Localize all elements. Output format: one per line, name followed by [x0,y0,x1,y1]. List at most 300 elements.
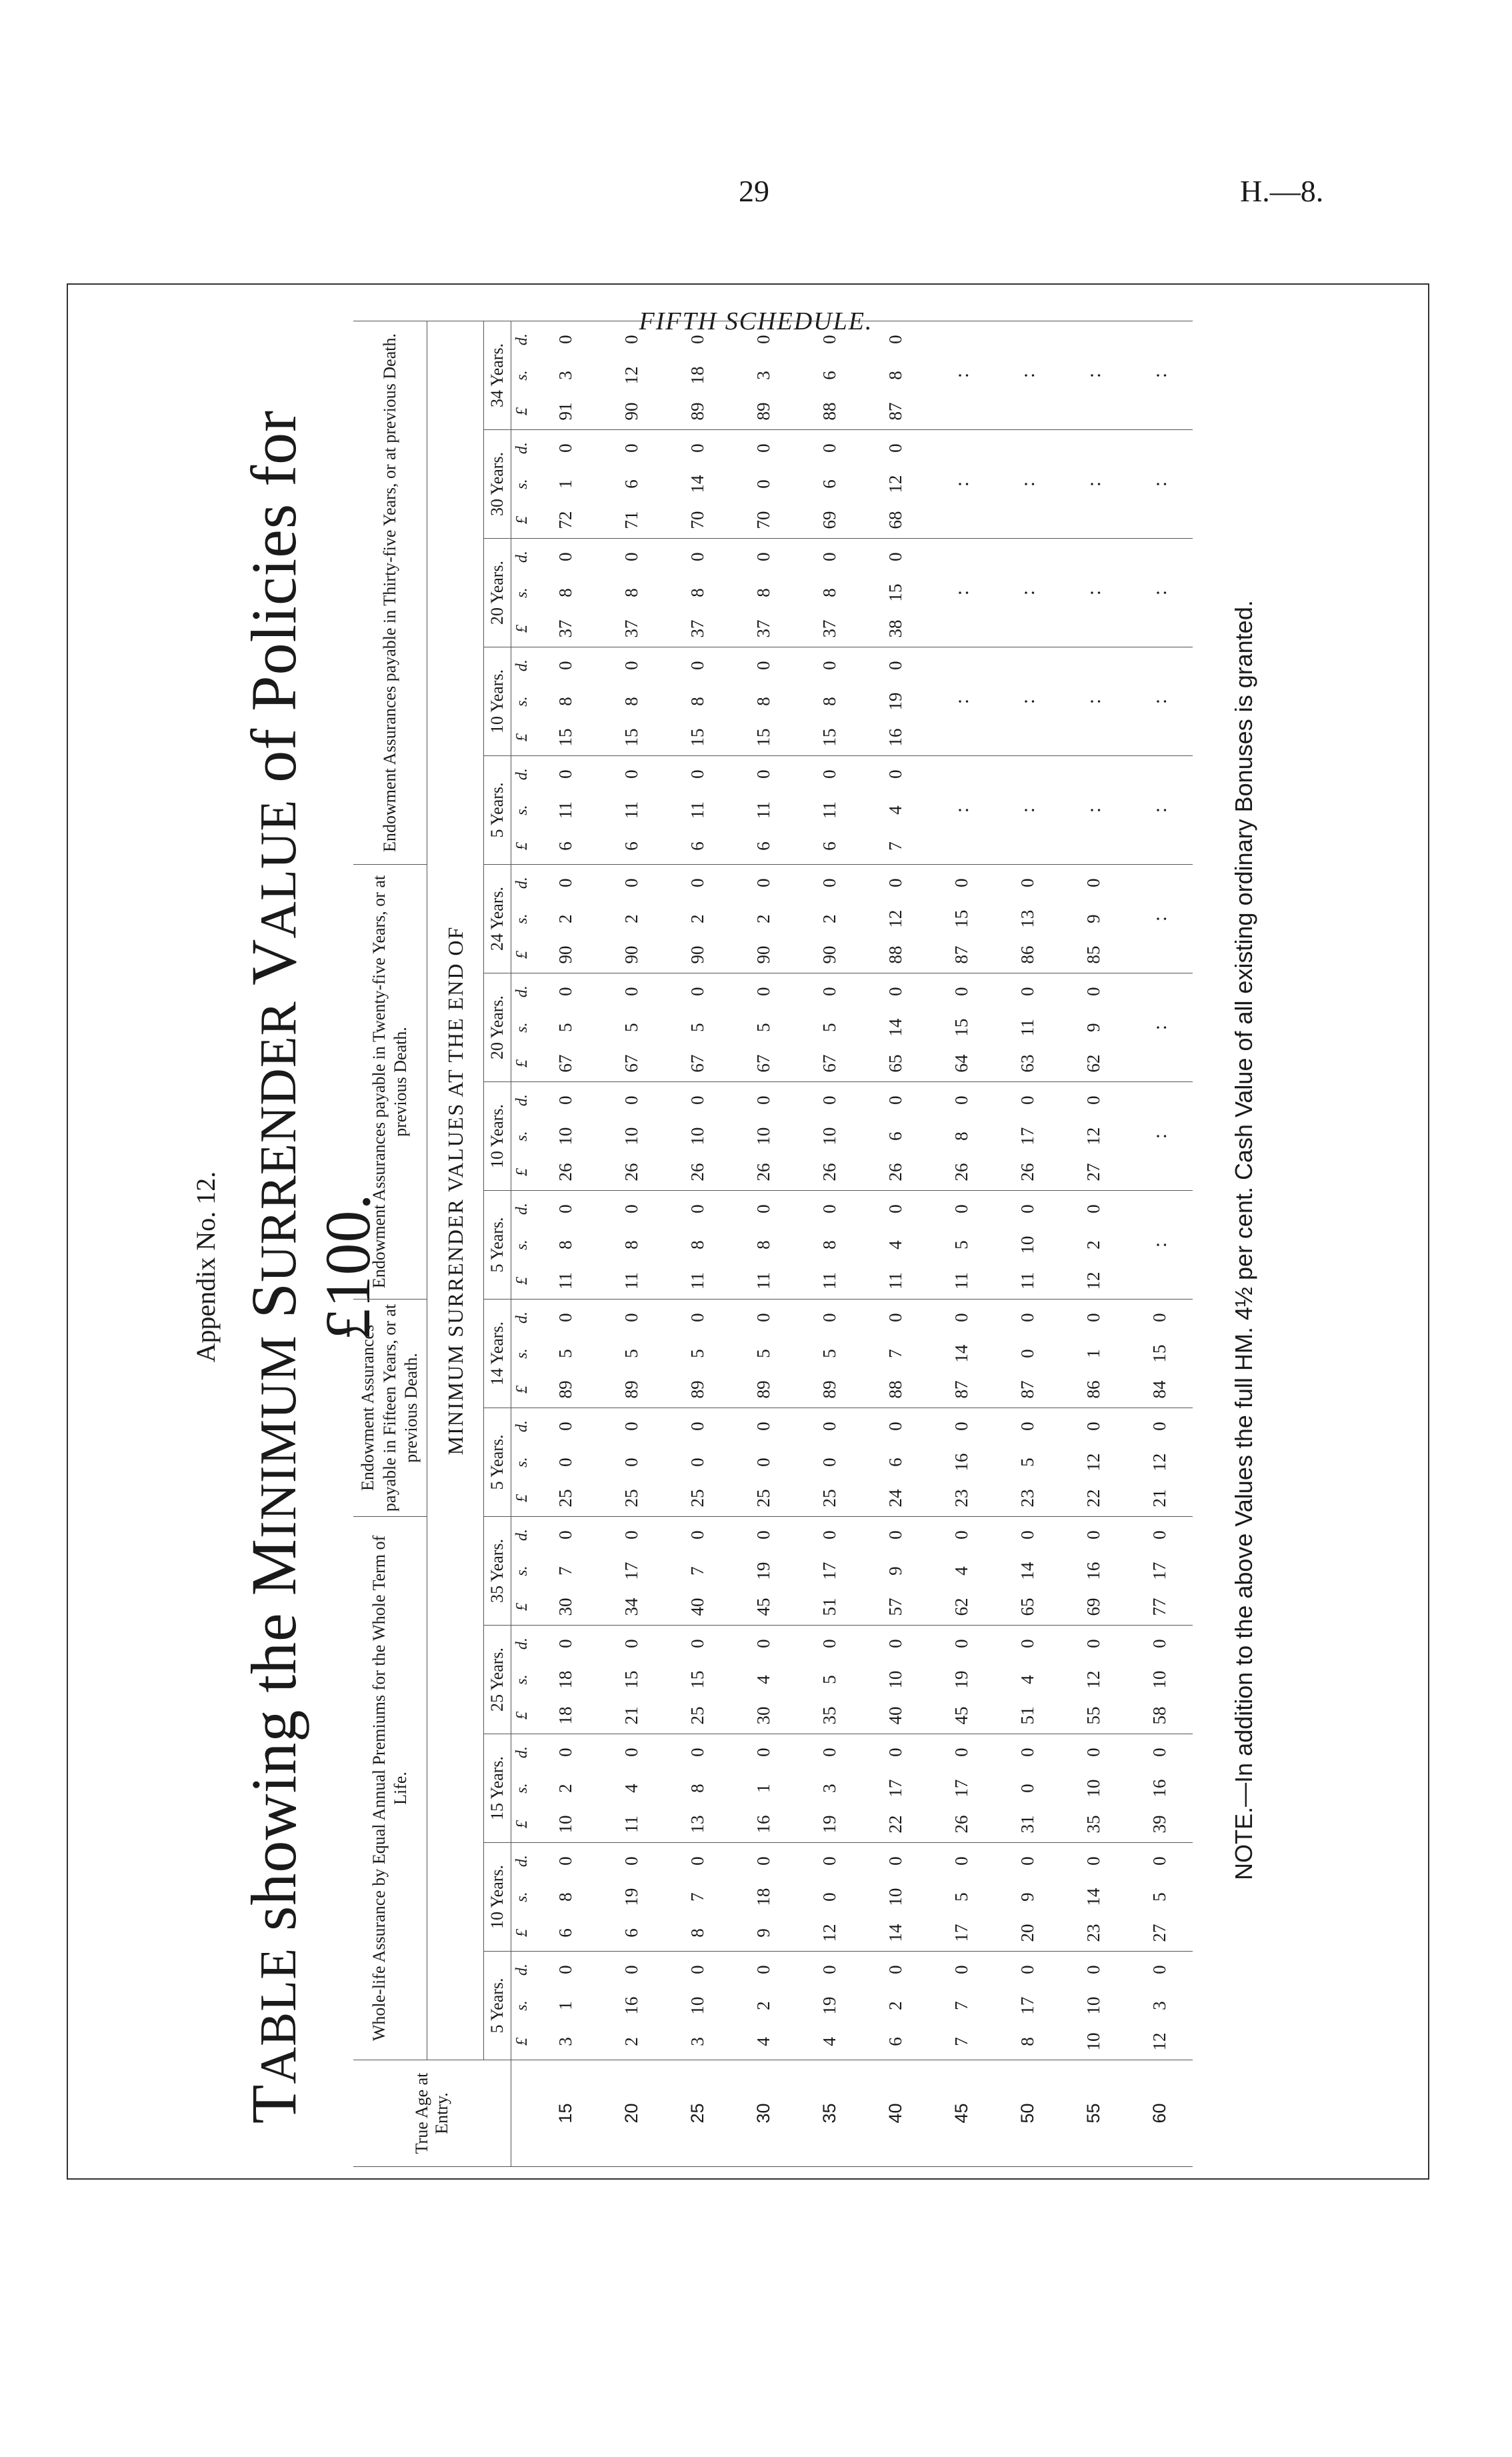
value-cell [731,1190,797,1299]
pence: 0 [555,987,575,996]
value-cell [1127,429,1193,538]
value-cell [1127,1516,1193,1625]
unit-label: d. [513,1638,531,1650]
value-cell [665,864,731,973]
year-header: 15 Years. [484,1734,511,1843]
pence: 0 [1083,1965,1103,1974]
pence: 0 [687,335,707,344]
table-row [863,321,929,2166]
pence: 0 [819,1748,839,1757]
value-cell [533,755,599,864]
pounds: 11 [951,1272,971,1290]
pence: 0 [951,1748,971,1757]
value-cell [797,647,863,755]
pence: 0 [819,1313,839,1322]
pence: 0 [1017,1313,1037,1322]
value-cell [863,538,929,647]
pounds: 89 [753,402,773,421]
pounds: 10 [1083,2032,1103,2051]
shillings: 8 [555,697,575,706]
pounds: 84 [1149,1380,1169,1399]
unit-label: s. [513,696,531,707]
empty-marker: : [1148,698,1171,705]
unit-label: d. [513,768,531,781]
pounds: 26 [951,1163,971,1181]
value-cell [797,1516,863,1625]
age-cell: 50 [995,2060,1061,2167]
value-cell [929,1299,995,1408]
pence: 0 [885,443,905,453]
pounds: 11 [621,1272,641,1290]
value-cell [863,973,929,1081]
appendix-label: Appendix No. 12. [191,1171,221,1363]
pounds: 40 [885,1706,905,1725]
shillings: 8 [753,697,773,706]
value-cell [533,1734,599,1843]
shillings: 2 [687,914,707,923]
shillings: 8 [621,1240,641,1250]
title-showing-the: showing the [238,1596,309,1948]
pence: 0 [885,1095,905,1105]
pence: 0 [555,1856,575,1866]
pounds: 26 [819,1163,839,1181]
pence: 0 [1017,987,1037,996]
pounds: 26 [687,1163,707,1181]
pounds: 16 [885,728,905,747]
pence: 0 [819,661,839,670]
value-cell [1061,429,1127,538]
shillings: 8 [687,588,707,597]
unit-label: s. [513,1783,531,1794]
pence: 0 [687,1095,707,1105]
shillings: 10 [687,1996,707,2015]
unit-label: s. [513,1131,531,1141]
value-cell [731,1952,797,2060]
pence: 0 [819,443,839,453]
value-cell [995,1734,1061,1843]
pence: 0 [555,1422,575,1431]
table-row [599,321,665,2166]
shillings: 4 [885,1240,905,1250]
value-cell [863,755,929,864]
pounds: 19 [819,1815,839,1834]
shillings: 8 [621,588,641,597]
empty-marker: : [1016,589,1039,596]
shillings: 11 [687,801,707,819]
group-header-3: Endowment Assurances payable in Twenty-five Years, or at previous Death. [353,864,427,1299]
pence: 0 [1083,1095,1103,1105]
value-cell [1127,647,1193,755]
shillings: 12 [1149,1453,1169,1472]
shillings: 10 [1083,1779,1103,1798]
pence: 0 [621,1095,641,1105]
shillings: 0 [753,479,773,489]
value-cell [929,973,995,1081]
value-cell [1127,538,1193,647]
value-cell [797,1299,863,1408]
pence: 0 [951,1856,971,1866]
units-cell [511,1408,533,1516]
units-cell [511,1299,533,1408]
pounds: 6 [555,841,575,851]
pence: 0 [753,335,773,344]
value-cell [599,1408,665,1516]
pounds: 91 [555,402,575,421]
table-row [533,321,599,2166]
value-cell [929,429,995,538]
value-cell [533,321,599,429]
group-header-1: Whole-life Assurance by Equal Annual Premiums for the Whole Term of Life. [353,1516,427,2060]
value-cell [995,1299,1061,1408]
pence: 0 [819,769,839,779]
value-cell [995,321,1061,429]
pounds: 6 [753,841,773,851]
pence: 0 [1083,1422,1103,1431]
pence: 0 [555,1530,575,1540]
pence: 0 [1149,1856,1169,1866]
value-cell [1127,864,1193,973]
unit-label: d. [513,1420,531,1433]
pounds: 26 [555,1163,575,1181]
shillings: 1 [753,1784,773,1793]
pence: 0 [555,552,575,561]
value-cell [1061,1843,1127,1952]
empty-marker: : [1148,1024,1171,1031]
pounds: 27 [1149,1924,1169,1942]
pence: 0 [753,1095,773,1105]
value-cell [797,1190,863,1299]
empty-marker: : [950,807,973,813]
pounds: 17 [951,1924,971,1942]
year-header: 24 Years. [484,864,511,973]
pence: 0 [687,552,707,561]
pence: 0 [555,1965,575,1974]
value-cell [533,973,599,1081]
table-row [731,321,797,2166]
value-cell [599,429,665,538]
pounds: 37 [555,619,575,638]
value-cell [929,1190,995,1299]
shillings: 15 [687,1670,707,1689]
empty-marker: : [1082,698,1105,705]
pence: 0 [1017,1748,1037,1757]
pence: 0 [555,1313,575,1322]
empty-marker: : [1148,1242,1171,1248]
value-cell [863,1299,929,1408]
pence: 0 [819,1204,839,1213]
pence: 0 [687,1748,707,1757]
value-cell [731,1408,797,1516]
pounds: 11 [1017,1272,1037,1290]
value-cell [995,538,1061,647]
pence: 0 [621,552,641,561]
pence: 0 [819,1530,839,1540]
pence: 0 [1149,1422,1169,1431]
value-cell [731,647,797,755]
pence: 0 [819,1965,839,1974]
pounds: 86 [1017,945,1037,964]
value-cell [1127,1081,1193,1190]
pounds: 89 [687,402,707,421]
shillings: 9 [1083,1023,1103,1032]
pounds: 21 [621,1706,641,1725]
value-cell [1127,1952,1193,2060]
value-cell [533,1299,599,1408]
value-cell [1127,1843,1193,1952]
table-row [665,321,731,2166]
empty-marker: : [950,589,973,596]
shillings: 4 [951,1566,971,1576]
pounds: 26 [885,1163,905,1181]
value-cell [731,429,797,538]
pence: 0 [687,1965,707,1974]
unit-label: d. [513,985,531,998]
pounds: 25 [555,1489,575,1508]
table-row [1127,321,1193,2166]
shillings: 11 [555,801,575,819]
pounds: 11 [621,1816,641,1834]
value-cell [863,1081,929,1190]
shillings: 5 [555,1349,575,1358]
value-cell [995,1408,1061,1516]
empty-marker: : [950,372,973,379]
shillings: 12 [621,366,641,385]
units-cell [511,1843,533,1952]
empty-marker: : [1148,915,1171,922]
pounds: 87 [885,402,905,421]
pence: 0 [753,1204,773,1213]
shillings: 0 [1017,1349,1037,1358]
title-initial-v: V [238,938,309,1001]
empty-marker: : [1016,807,1039,813]
pence: 0 [885,769,905,779]
value-cell [797,321,863,429]
age-cell: 60 [1127,2060,1193,2167]
value-cell [995,1952,1061,2060]
shillings: 1 [1083,1349,1103,1358]
pence: 0 [687,443,707,453]
value-cell [533,864,599,973]
shillings: 0 [819,1892,839,1902]
value-cell [995,429,1061,538]
pence: 0 [753,878,773,887]
pounds: 70 [753,511,773,529]
pence: 0 [621,1965,641,1974]
shillings: 15 [885,583,905,602]
value-cell [1061,647,1127,755]
pounds: 7 [951,2037,971,2046]
title-urrender: URRENDER [250,1001,307,1282]
value-cell [863,1843,929,1952]
pence: 0 [951,1204,971,1213]
shillings: 18 [555,1670,575,1689]
value-cell [533,1516,599,1625]
shillings: 11 [1017,1019,1037,1037]
pounds: 34 [621,1598,641,1616]
pounds: 89 [753,1380,773,1399]
shillings: 11 [819,801,839,819]
year-header: 10 Years. [484,1081,511,1190]
shillings: 17 [621,1562,641,1580]
pounds: 55 [1083,1706,1103,1725]
pence: 0 [621,1856,641,1866]
pounds: 88 [885,945,905,964]
shillings: 7 [951,2001,971,2010]
pence: 0 [753,987,773,996]
value-cell [863,647,929,755]
surrender-values-banner: MINIMUM SURRENDER VALUES AT THE END OF [427,321,484,2060]
pence: 0 [753,443,773,453]
shillings: 13 [1017,909,1037,928]
shillings: 19 [819,1996,839,2015]
shillings: 17 [951,1779,971,1798]
pounds: 12 [1083,1272,1103,1290]
pounds: 25 [621,1489,641,1508]
pounds: 37 [621,619,641,638]
pounds: 65 [885,1054,905,1073]
pence: 0 [753,552,773,561]
age-cell: 15 [533,2060,599,2167]
shillings: 15 [951,909,971,928]
unit-label: s. [513,479,531,489]
pounds: 68 [885,511,905,529]
shillings: 4 [753,1675,773,1684]
pence: 0 [885,1204,905,1213]
pounds: 40 [687,1598,707,1616]
shillings: 2 [753,914,773,923]
shillings: 0 [555,1458,575,1467]
shillings: 8 [951,1131,971,1141]
pounds: 8 [687,1928,707,1938]
value-cell [929,1952,995,2060]
shillings: 15 [621,1670,641,1689]
pence: 0 [885,878,905,887]
unit-label: s. [513,1022,531,1033]
unit-label: d. [513,1312,531,1324]
group-header-2: Endowment Assurances payable in Fifteen Years, or at previous Death. [353,1299,427,1516]
year-header: 34 Years. [484,321,511,429]
shillings: 10 [555,1127,575,1145]
value-cell [929,1734,995,1843]
value-cell [665,429,731,538]
year-header: 25 Years. [484,1626,511,1734]
pence: 0 [819,1095,839,1105]
value-cell [1127,1190,1193,1299]
pounds: 87 [951,1380,971,1399]
value-cell [1061,538,1127,647]
value-cell [599,973,665,1081]
value-cell [797,1952,863,2060]
shillings: 8 [555,1892,575,1902]
unit-label: s. [513,2000,531,2011]
age-cell: 25 [665,2060,731,2167]
pounds: 7 [885,841,905,851]
shillings: 10 [687,1127,707,1145]
pounds: 15 [555,728,575,747]
empty-marker: : [950,481,973,487]
pounds: 39 [1149,1815,1169,1834]
group-header-4: Endowment Assurances payable in Thirty-five Years, or at previous Death. [353,321,427,864]
pence: 0 [819,1639,839,1648]
pence: 0 [1083,1639,1103,1648]
shillings: 6 [819,479,839,489]
shillings: 15 [1149,1344,1169,1363]
pounds: 23 [951,1489,971,1508]
value-cell [863,1734,929,1843]
value-cell [731,1734,797,1843]
table-row [929,321,995,2166]
shillings: 10 [1149,1670,1169,1689]
value-cell [863,429,929,538]
value-cell [665,647,731,755]
value-cell [995,755,1061,864]
pence: 0 [1017,1422,1037,1431]
title-initial-t: T [238,2084,309,2124]
pence: 0 [753,1856,773,1866]
shillings: 2 [555,914,575,923]
shillings: 10 [819,1127,839,1145]
shillings: 3 [753,371,773,380]
pounds: 25 [687,1706,707,1725]
pence: 0 [753,1422,773,1431]
table-row [797,321,863,2166]
value-cell [1061,1626,1127,1734]
document-reference: H.—8. [1240,174,1324,208]
value-cell [731,1516,797,1625]
pence: 0 [621,1748,641,1757]
pence: 0 [555,1204,575,1213]
shillings: 17 [1149,1562,1169,1580]
pounds: 16 [753,1815,773,1834]
pounds: 51 [1017,1706,1037,1725]
units-cell [511,973,533,1081]
pounds: 88 [819,402,839,421]
shillings: 5 [555,1023,575,1032]
unit-label: £ [513,1059,531,1067]
value-cell [599,1081,665,1190]
pounds: 25 [819,1489,839,1508]
unit-label: s. [513,1566,531,1576]
pounds: 6 [621,841,641,851]
pounds: 12 [819,1924,839,1942]
empty-marker: : [1148,807,1171,813]
shillings: 5 [951,1240,971,1250]
pence: 0 [621,443,641,453]
unit-label: £ [513,1277,531,1285]
pence: 0 [687,1313,707,1322]
shillings: 5 [819,1349,839,1358]
shillings: 16 [1083,1562,1103,1580]
title-initial-s: S [238,1282,309,1336]
unit-label: s. [513,1348,531,1359]
shillings: 8 [819,697,839,706]
pounds: 11 [819,1272,839,1290]
shillings: 3 [1149,2001,1169,2010]
unit-label: s. [513,1892,531,1902]
value-cell [533,538,599,647]
value-cell [665,1734,731,1843]
pounds: 57 [885,1598,905,1616]
pounds: 71 [621,511,641,529]
pounds: 22 [1083,1489,1103,1508]
unit-label: s. [513,805,531,815]
pounds: 72 [555,511,575,529]
age-cell: 30 [731,2060,797,2167]
value-cell [731,973,797,1081]
pounds: 26 [621,1163,641,1181]
unit-label: s. [513,370,531,381]
unit-label: d. [513,1203,531,1215]
